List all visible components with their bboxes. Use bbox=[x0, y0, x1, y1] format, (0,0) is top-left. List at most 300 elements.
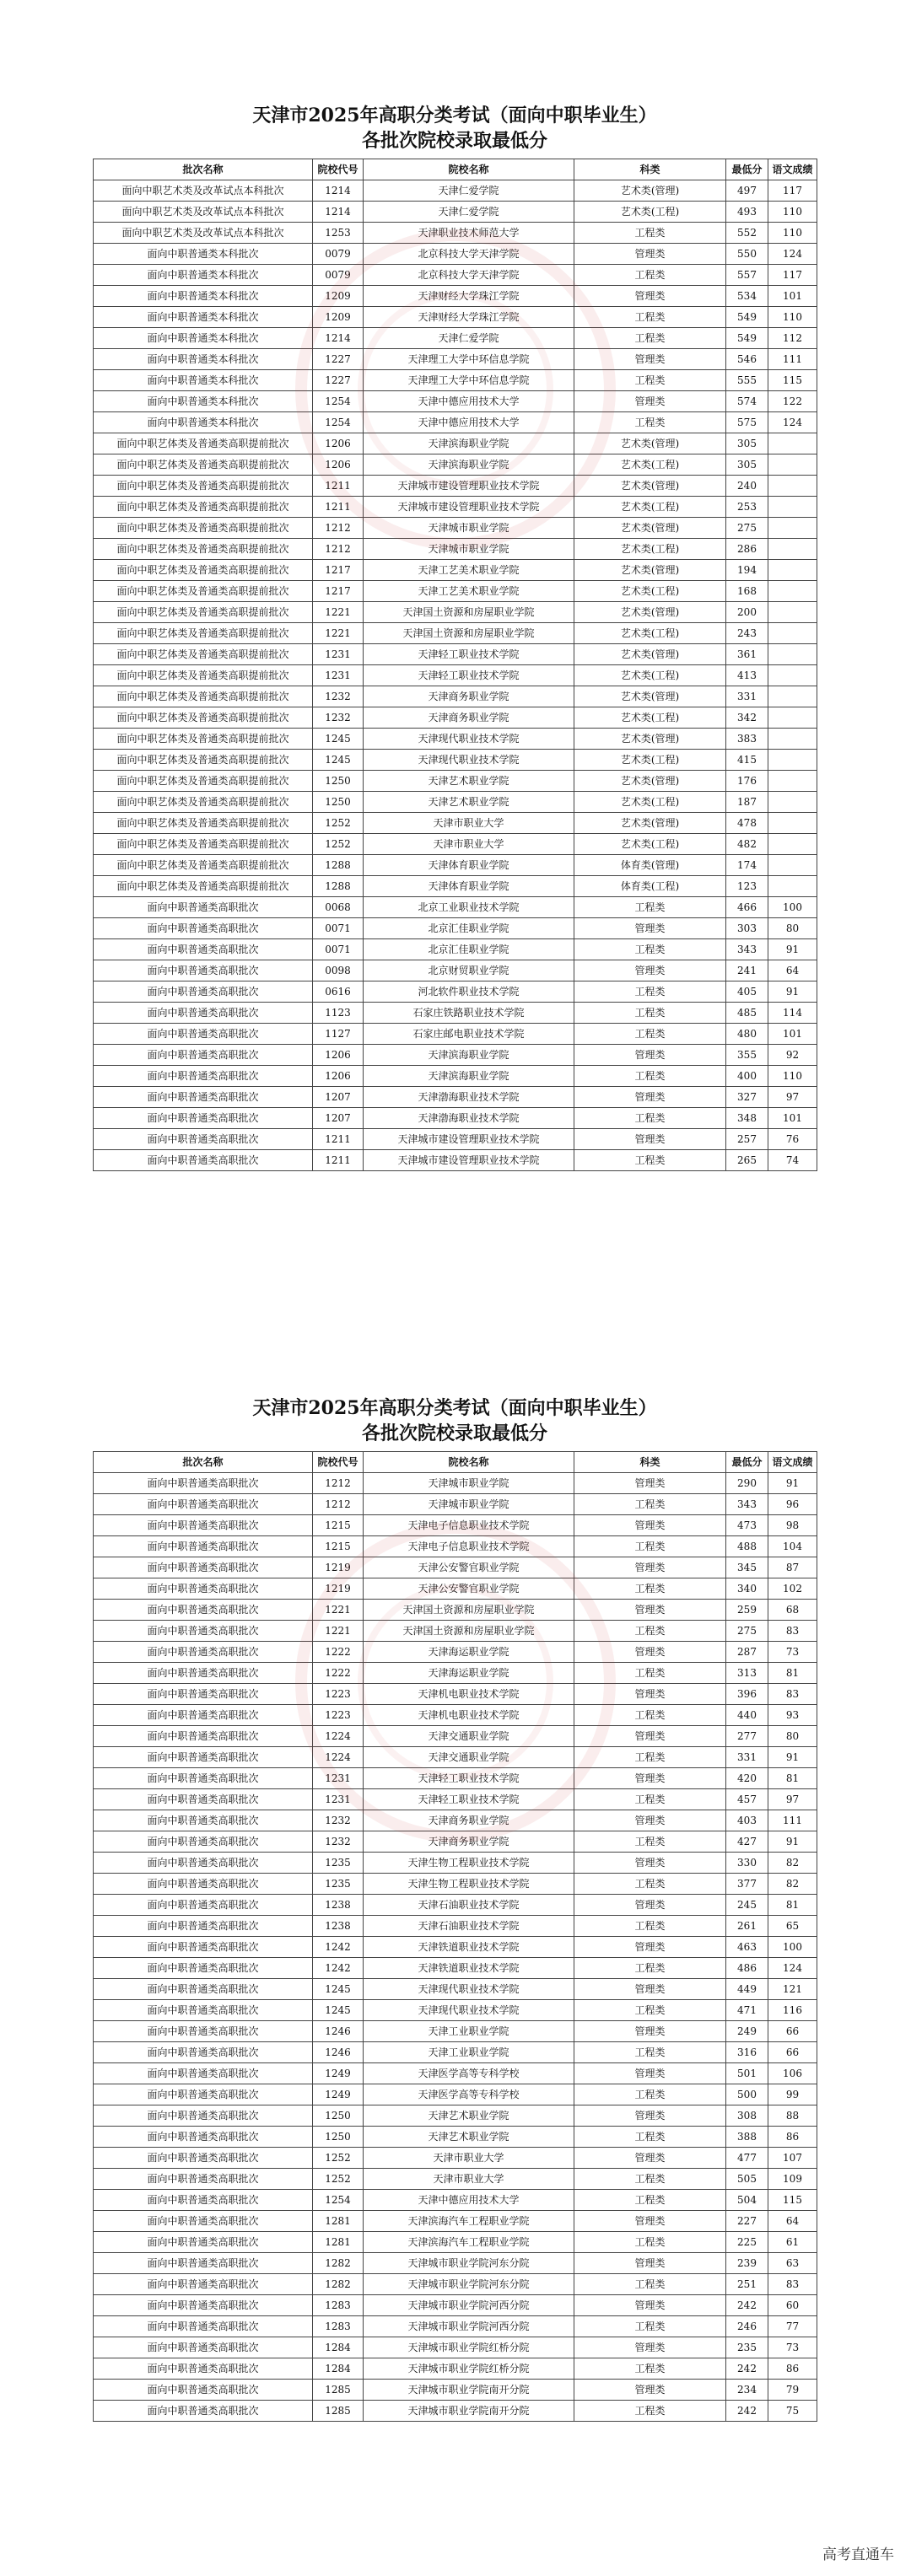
table-header-row bbox=[94, 159, 817, 180]
cell-code: 1221 bbox=[313, 1600, 364, 1621]
table-row bbox=[94, 1108, 817, 1129]
cell-chinese-score: 66 bbox=[768, 2021, 817, 2042]
cell-school: 天津国土资源和房屋职业学院 bbox=[364, 602, 574, 623]
cell-batch: 面向中职普通类高职批次 bbox=[94, 2148, 313, 2169]
cell-school: 天津中德应用技术大学 bbox=[364, 2190, 574, 2211]
cell-batch: 面向中职普通类高职批次 bbox=[94, 1853, 313, 1874]
cell-category: 管理类 bbox=[574, 1853, 726, 1874]
cell-category: 艺术类(工程) bbox=[574, 581, 726, 602]
cell-min-score: 225 bbox=[726, 2232, 768, 2253]
cell-batch: 面向中职普通类高职批次 bbox=[94, 2401, 313, 2422]
cell-category: 管理类 bbox=[574, 2211, 726, 2232]
cell-code: 1219 bbox=[313, 1557, 364, 1578]
cell-batch: 面向中职普通类高职批次 bbox=[94, 2316, 313, 2337]
cell-school: 天津轻工职业技术学院 bbox=[364, 644, 574, 665]
cell-min-score: 403 bbox=[726, 1810, 768, 1831]
cell-category: 工程类 bbox=[574, 2190, 726, 2211]
table-row bbox=[94, 1789, 817, 1810]
cell-code: 1288 bbox=[313, 855, 364, 876]
cell-category: 工程类 bbox=[574, 1150, 726, 1171]
cell-chinese-score: 61 bbox=[768, 2232, 817, 2253]
cell-min-score: 176 bbox=[726, 771, 768, 792]
table-row bbox=[94, 391, 817, 412]
cell-min-score: 239 bbox=[726, 2253, 768, 2274]
cell-batch: 面向中职普通类高职批次 bbox=[94, 2105, 313, 2127]
cell-code: 1206 bbox=[313, 454, 364, 476]
table-header-row bbox=[94, 1452, 817, 1473]
cell-code: 1246 bbox=[313, 2042, 364, 2063]
cell-chinese-score bbox=[768, 454, 817, 476]
cell-min-score: 355 bbox=[726, 1045, 768, 1066]
table-row bbox=[94, 1768, 817, 1789]
cell-category: 艺术类(工程) bbox=[574, 497, 726, 518]
cell-min-score: 482 bbox=[726, 834, 768, 855]
cell-chinese-score: 92 bbox=[768, 1045, 817, 1066]
cell-batch: 面向中职艺体类及普通类高职提前批次 bbox=[94, 539, 313, 560]
cell-school: 天津商务职业学院 bbox=[364, 1810, 574, 1831]
cell-chinese-score: 83 bbox=[768, 2274, 817, 2295]
cell-school: 天津海运职业学院 bbox=[364, 1663, 574, 1684]
cell-category: 管理类 bbox=[574, 1129, 726, 1150]
cell-school: 天津城市建设管理职业技术学院 bbox=[364, 1129, 574, 1150]
table-row bbox=[94, 2380, 817, 2401]
cell-chinese-score: 87 bbox=[768, 1557, 817, 1578]
cell-school: 天津医学高等专科学校 bbox=[364, 2063, 574, 2084]
cell-batch: 面向中职普通类高职批次 bbox=[94, 1663, 313, 1684]
cell-school: 天津城市职业学院河东分院 bbox=[364, 2274, 574, 2295]
cell-code: 1211 bbox=[313, 1150, 364, 1171]
cell-category: 工程类 bbox=[574, 1621, 726, 1642]
cell-school: 天津机电职业技术学院 bbox=[364, 1684, 574, 1705]
cell-min-score: 168 bbox=[726, 581, 768, 602]
cell-min-score: 477 bbox=[726, 2148, 768, 2169]
cell-school: 天津城市建设管理职业技术学院 bbox=[364, 1150, 574, 1171]
cell-chinese-score: 110 bbox=[768, 1066, 817, 1087]
table-row bbox=[94, 539, 817, 560]
cell-code: 1211 bbox=[313, 1129, 364, 1150]
table-row bbox=[94, 644, 817, 665]
cell-min-score: 552 bbox=[726, 223, 768, 244]
cell-min-score: 340 bbox=[726, 1578, 768, 1600]
cell-code: 1238 bbox=[313, 1895, 364, 1916]
cell-chinese-score: 91 bbox=[768, 981, 817, 1003]
cell-chinese-score: 76 bbox=[768, 1129, 817, 1150]
table-row bbox=[94, 1129, 817, 1150]
cell-category: 工程类 bbox=[574, 981, 726, 1003]
cell-min-score: 557 bbox=[726, 265, 768, 286]
cell-min-score: 275 bbox=[726, 518, 768, 539]
cell-category: 管理类 bbox=[574, 1937, 726, 1958]
cell-code: 0079 bbox=[313, 244, 364, 265]
cell-min-score: 546 bbox=[726, 349, 768, 370]
cell-code: 1238 bbox=[313, 1916, 364, 1937]
cell-batch: 面向中职艺术类及改革试点本科批次 bbox=[94, 202, 313, 223]
cell-batch: 面向中职普通类高职批次 bbox=[94, 1045, 313, 1066]
table-row bbox=[94, 2253, 817, 2274]
cell-min-score: 427 bbox=[726, 1831, 768, 1853]
table-row bbox=[94, 1494, 817, 1515]
cell-school: 天津仁爱学院 bbox=[364, 202, 574, 223]
cell-min-score: 383 bbox=[726, 729, 768, 750]
cell-code: 1285 bbox=[313, 2380, 364, 2401]
cell-chinese-score bbox=[768, 876, 817, 897]
cell-code: 1223 bbox=[313, 1684, 364, 1705]
cell-code: 1245 bbox=[313, 750, 364, 771]
table-row bbox=[94, 1937, 817, 1958]
cell-batch: 面向中职艺体类及普通类高职提前批次 bbox=[94, 433, 313, 454]
cell-school: 天津渤海职业技术学院 bbox=[364, 1087, 574, 1108]
cell-category: 管理类 bbox=[574, 1684, 726, 1705]
cell-chinese-score: 86 bbox=[768, 2358, 817, 2380]
cell-category: 工程类 bbox=[574, 2401, 726, 2422]
cell-code: 1245 bbox=[313, 1979, 364, 2000]
cell-category: 艺术类(工程) bbox=[574, 792, 726, 813]
cell-category: 管理类 bbox=[574, 391, 726, 412]
cell-category: 工程类 bbox=[574, 1789, 726, 1810]
cell-batch: 面向中职普通类高职批次 bbox=[94, 1557, 313, 1578]
table-row bbox=[94, 813, 817, 834]
cell-category: 艺术类(工程) bbox=[574, 454, 726, 476]
cell-batch: 面向中职普通类高职批次 bbox=[94, 2253, 313, 2274]
cell-batch: 面向中职艺体类及普通类高职提前批次 bbox=[94, 771, 313, 792]
cell-batch: 面向中职普通类高职批次 bbox=[94, 2127, 313, 2148]
cell-category: 工程类 bbox=[574, 939, 726, 960]
cell-batch: 面向中职普通类高职批次 bbox=[94, 1726, 313, 1747]
cell-category: 工程类 bbox=[574, 2127, 726, 2148]
cell-chinese-score: 60 bbox=[768, 2295, 817, 2316]
cell-batch: 面向中职普通类高职批次 bbox=[94, 2000, 313, 2021]
cell-chinese-score bbox=[768, 771, 817, 792]
cell-school: 北京科技大学天津学院 bbox=[364, 265, 574, 286]
cell-chinese-score: 124 bbox=[768, 412, 817, 433]
cell-min-score: 361 bbox=[726, 644, 768, 665]
cell-category: 工程类 bbox=[574, 1831, 726, 1853]
cell-chinese-score: 65 bbox=[768, 1916, 817, 1937]
cell-min-score: 305 bbox=[726, 433, 768, 454]
cell-category: 工程类 bbox=[574, 1066, 726, 1087]
header-min-score: 最低分 bbox=[726, 1452, 768, 1473]
page-title-line2: 各批次院校录取最低分 bbox=[361, 130, 547, 152]
cell-school: 天津仁爱学院 bbox=[364, 180, 574, 202]
table-row bbox=[94, 286, 817, 307]
cell-school: 天津艺术职业学院 bbox=[364, 792, 574, 813]
cell-chinese-score bbox=[768, 707, 817, 729]
cell-min-score: 194 bbox=[726, 560, 768, 581]
cell-batch: 面向中职艺体类及普通类高职提前批次 bbox=[94, 750, 313, 771]
cell-category: 管理类 bbox=[574, 1515, 726, 1536]
cell-chinese-score bbox=[768, 729, 817, 750]
cell-school: 天津国土资源和房屋职业学院 bbox=[364, 1621, 574, 1642]
cell-category: 艺术类(工程) bbox=[574, 834, 726, 855]
table-row bbox=[94, 180, 817, 202]
cell-school: 天津城市职业学院 bbox=[364, 518, 574, 539]
cell-category: 工程类 bbox=[574, 2358, 726, 2380]
cell-school: 天津城市职业学院河西分院 bbox=[364, 2295, 574, 2316]
cell-code: 1254 bbox=[313, 2190, 364, 2211]
cell-school: 天津城市职业学院 bbox=[364, 1473, 574, 1494]
cell-chinese-score: 104 bbox=[768, 1536, 817, 1557]
cell-chinese-score: 75 bbox=[768, 2401, 817, 2422]
cell-batch: 面向中职普通类高职批次 bbox=[94, 1494, 313, 1515]
cell-category: 管理类 bbox=[574, 2148, 726, 2169]
cell-category: 艺术类(工程) bbox=[574, 202, 726, 223]
cell-category: 管理类 bbox=[574, 2063, 726, 2084]
cell-batch: 面向中职普通类高职批次 bbox=[94, 1536, 313, 1557]
cell-min-score: 413 bbox=[726, 665, 768, 686]
cell-min-score: 575 bbox=[726, 412, 768, 433]
cell-category: 艺术类(工程) bbox=[574, 665, 726, 686]
cell-min-score: 330 bbox=[726, 1853, 768, 1874]
cell-school: 天津铁道职业技术学院 bbox=[364, 1937, 574, 1958]
cell-category: 工程类 bbox=[574, 1108, 726, 1129]
cell-category: 管理类 bbox=[574, 2380, 726, 2401]
table-row bbox=[94, 476, 817, 497]
cell-batch: 面向中职普通类高职批次 bbox=[94, 1916, 313, 1937]
header-batch: 批次名称 bbox=[94, 1452, 313, 1473]
cell-chinese-score bbox=[768, 792, 817, 813]
cell-min-score: 500 bbox=[726, 2084, 768, 2105]
cell-code: 1252 bbox=[313, 834, 364, 855]
cell-batch: 面向中职普通类本科批次 bbox=[94, 370, 313, 391]
cell-min-score: 504 bbox=[726, 2190, 768, 2211]
cell-batch: 面向中职普通类高职批次 bbox=[94, 939, 313, 960]
cell-batch: 面向中职普通类高职批次 bbox=[94, 1810, 313, 1831]
cell-category: 管理类 bbox=[574, 1979, 726, 2000]
table-row bbox=[94, 560, 817, 581]
cell-school: 天津石油职业技术学院 bbox=[364, 1895, 574, 1916]
cell-code: 1250 bbox=[313, 2105, 364, 2127]
cell-batch: 面向中职普通类高职批次 bbox=[94, 981, 313, 1003]
cell-batch: 面向中职普通类本科批次 bbox=[94, 391, 313, 412]
cell-min-score: 316 bbox=[726, 2042, 768, 2063]
cell-chinese-score bbox=[768, 581, 817, 602]
cell-category: 工程类 bbox=[574, 2042, 726, 2063]
cell-chinese-score: 73 bbox=[768, 1642, 817, 1663]
cell-min-score: 123 bbox=[726, 876, 768, 897]
cell-category: 体育类(工程) bbox=[574, 876, 726, 897]
cell-batch: 面向中职艺体类及普通类高职提前批次 bbox=[94, 813, 313, 834]
cell-chinese-score: 86 bbox=[768, 2127, 817, 2148]
header-chinese-score: 语文成绩 bbox=[768, 1452, 817, 1473]
cell-category: 管理类 bbox=[574, 1557, 726, 1578]
cell-code: 1231 bbox=[313, 665, 364, 686]
cell-school: 天津城市建设管理职业技术学院 bbox=[364, 476, 574, 497]
cell-min-score: 277 bbox=[726, 1726, 768, 1747]
cell-code: 1221 bbox=[313, 602, 364, 623]
cell-batch: 面向中职普通类本科批次 bbox=[94, 244, 313, 265]
cell-school: 北京汇佳职业学院 bbox=[364, 918, 574, 939]
cell-min-score: 405 bbox=[726, 981, 768, 1003]
cell-chinese-score bbox=[768, 750, 817, 771]
table-row bbox=[94, 1684, 817, 1705]
cell-category: 管理类 bbox=[574, 1473, 726, 1494]
cell-school: 天津市职业大学 bbox=[364, 813, 574, 834]
cell-min-score: 286 bbox=[726, 539, 768, 560]
cell-batch: 面向中职艺体类及普通类高职提前批次 bbox=[94, 581, 313, 602]
cell-batch: 面向中职艺体类及普通类高职提前批次 bbox=[94, 665, 313, 686]
cell-school: 天津城市职业学院南开分院 bbox=[364, 2380, 574, 2401]
cell-category: 工程类 bbox=[574, 1494, 726, 1515]
cell-code: 0068 bbox=[313, 897, 364, 918]
cell-category: 艺术类(管理) bbox=[574, 180, 726, 202]
cell-chinese-score: 117 bbox=[768, 265, 817, 286]
cell-category: 工程类 bbox=[574, 223, 726, 244]
cell-code: 1232 bbox=[313, 707, 364, 729]
cell-category: 工程类 bbox=[574, 1874, 726, 1895]
cell-category: 艺术类(工程) bbox=[574, 707, 726, 729]
cell-batch: 面向中职普通类高职批次 bbox=[94, 1642, 313, 1663]
cell-chinese-score: 91 bbox=[768, 1747, 817, 1768]
table-row bbox=[94, 2295, 817, 2316]
cell-min-score: 327 bbox=[726, 1087, 768, 1108]
cell-batch: 面向中职普通类高职批次 bbox=[94, 2042, 313, 2063]
cell-school: 天津轻工职业技术学院 bbox=[364, 665, 574, 686]
document-page-2 bbox=[93, 1396, 817, 2422]
table-row bbox=[94, 686, 817, 707]
cell-min-score: 388 bbox=[726, 2127, 768, 2148]
cell-school: 天津现代职业技术学院 bbox=[364, 2000, 574, 2021]
cell-batch: 面向中职艺体类及普通类高职提前批次 bbox=[94, 792, 313, 813]
cell-school: 天津工业职业学院 bbox=[364, 2042, 574, 2063]
cell-chinese-score: 121 bbox=[768, 1979, 817, 2000]
cell-category: 工程类 bbox=[574, 2169, 726, 2190]
cell-batch: 面向中职艺体类及普通类高职提前批次 bbox=[94, 602, 313, 623]
cell-category: 体育类(管理) bbox=[574, 855, 726, 876]
cell-min-score: 377 bbox=[726, 1874, 768, 1895]
cell-school: 河北软件职业技术学院 bbox=[364, 981, 574, 1003]
cell-code: 1212 bbox=[313, 1473, 364, 1494]
cell-school: 天津城市职业学院河东分院 bbox=[364, 2253, 574, 2274]
cell-chinese-score: 91 bbox=[768, 939, 817, 960]
cell-code: 1235 bbox=[313, 1874, 364, 1895]
cell-code: 1209 bbox=[313, 286, 364, 307]
table-row bbox=[94, 2063, 817, 2084]
cell-chinese-score: 79 bbox=[768, 2380, 817, 2401]
table-row bbox=[94, 792, 817, 813]
cell-school: 天津体育职业学院 bbox=[364, 855, 574, 876]
cell-code: 0616 bbox=[313, 981, 364, 1003]
cell-min-score: 249 bbox=[726, 2021, 768, 2042]
cell-chinese-score bbox=[768, 623, 817, 644]
cell-category: 工程类 bbox=[574, 328, 726, 349]
cell-min-score: 342 bbox=[726, 707, 768, 729]
cell-min-score: 549 bbox=[726, 328, 768, 349]
cell-category: 管理类 bbox=[574, 2105, 726, 2127]
cell-school: 天津滨海职业学院 bbox=[364, 1066, 574, 1087]
cell-batch: 面向中职普通类高职批次 bbox=[94, 1129, 313, 1150]
cell-code: 0098 bbox=[313, 960, 364, 981]
cell-batch: 面向中职普通类高职批次 bbox=[94, 1600, 313, 1621]
cell-batch: 面向中职艺体类及普通类高职提前批次 bbox=[94, 518, 313, 539]
table-row bbox=[94, 834, 817, 855]
cell-code: 1212 bbox=[313, 1494, 364, 1515]
cell-school: 天津海运职业学院 bbox=[364, 1642, 574, 1663]
cell-chinese-score: 116 bbox=[768, 2000, 817, 2021]
cell-chinese-score: 124 bbox=[768, 1958, 817, 1979]
cell-chinese-score: 110 bbox=[768, 223, 817, 244]
cell-batch: 面向中职艺体类及普通类高职提前批次 bbox=[94, 560, 313, 581]
cell-code: 1281 bbox=[313, 2211, 364, 2232]
cell-school: 石家庄邮电职业技术学院 bbox=[364, 1024, 574, 1045]
table-row bbox=[94, 328, 817, 349]
cell-chinese-score bbox=[768, 602, 817, 623]
cell-school: 北京科技大学天津学院 bbox=[364, 244, 574, 265]
cell-batch: 面向中职普通类高职批次 bbox=[94, 2358, 313, 2380]
cell-min-score: 348 bbox=[726, 1108, 768, 1129]
cell-batch: 面向中职普通类高职批次 bbox=[94, 1473, 313, 1494]
cell-school: 天津财经大学珠江学院 bbox=[364, 307, 574, 328]
cell-code: 1245 bbox=[313, 729, 364, 750]
cell-code: 1221 bbox=[313, 1621, 364, 1642]
cell-school: 天津国土资源和房屋职业学院 bbox=[364, 623, 574, 644]
cell-category: 艺术类(管理) bbox=[574, 729, 726, 750]
cell-chinese-score bbox=[768, 433, 817, 454]
cell-batch: 面向中职普通类高职批次 bbox=[94, 918, 313, 939]
cell-code: 1123 bbox=[313, 1003, 364, 1024]
cell-chinese-score: 115 bbox=[768, 2190, 817, 2211]
cell-chinese-score: 101 bbox=[768, 286, 817, 307]
cell-school: 天津工艺美术职业学院 bbox=[364, 560, 574, 581]
cell-min-score: 174 bbox=[726, 855, 768, 876]
cell-category: 管理类 bbox=[574, 244, 726, 265]
cell-batch: 面向中职普通类高职批次 bbox=[94, 1578, 313, 1600]
cell-min-score: 303 bbox=[726, 918, 768, 939]
table-row bbox=[94, 750, 817, 771]
cell-school: 天津铁道职业技术学院 bbox=[364, 1958, 574, 1979]
cell-school: 天津轻工职业技术学院 bbox=[364, 1768, 574, 1789]
table-row bbox=[94, 602, 817, 623]
cell-school: 天津艺术职业学院 bbox=[364, 2127, 574, 2148]
cell-school: 天津滨海职业学院 bbox=[364, 1045, 574, 1066]
document-page-1 bbox=[93, 103, 817, 1171]
cell-code: 1207 bbox=[313, 1087, 364, 1108]
cell-category: 管理类 bbox=[574, 960, 726, 981]
cell-school: 天津商务职业学院 bbox=[364, 686, 574, 707]
cell-category: 管理类 bbox=[574, 1768, 726, 1789]
cell-chinese-score: 80 bbox=[768, 918, 817, 939]
table-row bbox=[94, 497, 817, 518]
cell-code: 1214 bbox=[313, 202, 364, 223]
cell-category: 工程类 bbox=[574, 265, 726, 286]
table-row bbox=[94, 2169, 817, 2190]
table-row bbox=[94, 771, 817, 792]
cell-batch: 面向中职普通类高职批次 bbox=[94, 1684, 313, 1705]
header-category: 科类 bbox=[574, 1452, 726, 1473]
cell-chinese-score: 83 bbox=[768, 1621, 817, 1642]
cell-code: 1232 bbox=[313, 1831, 364, 1853]
cell-school: 天津工业职业学院 bbox=[364, 2021, 574, 2042]
cell-school: 天津公安警官职业学院 bbox=[364, 1578, 574, 1600]
cell-code: 1211 bbox=[313, 476, 364, 497]
cell-chinese-score bbox=[768, 644, 817, 665]
header-batch: 批次名称 bbox=[94, 159, 313, 180]
table-row bbox=[94, 1831, 817, 1853]
cell-category: 工程类 bbox=[574, 1536, 726, 1557]
table-row bbox=[94, 876, 817, 897]
cell-batch: 面向中职普通类本科批次 bbox=[94, 328, 313, 349]
cell-code: 1252 bbox=[313, 2148, 364, 2169]
cell-category: 艺术类(管理) bbox=[574, 602, 726, 623]
cell-min-score: 449 bbox=[726, 1979, 768, 2000]
table-row bbox=[94, 2211, 817, 2232]
cell-min-score: 343 bbox=[726, 1494, 768, 1515]
cell-chinese-score: 82 bbox=[768, 1853, 817, 1874]
table-row bbox=[94, 244, 817, 265]
cell-min-score: 287 bbox=[726, 1642, 768, 1663]
cell-school: 天津现代职业技术学院 bbox=[364, 1979, 574, 2000]
cell-code: 1217 bbox=[313, 581, 364, 602]
cell-school: 天津理工大学中环信息学院 bbox=[364, 370, 574, 391]
